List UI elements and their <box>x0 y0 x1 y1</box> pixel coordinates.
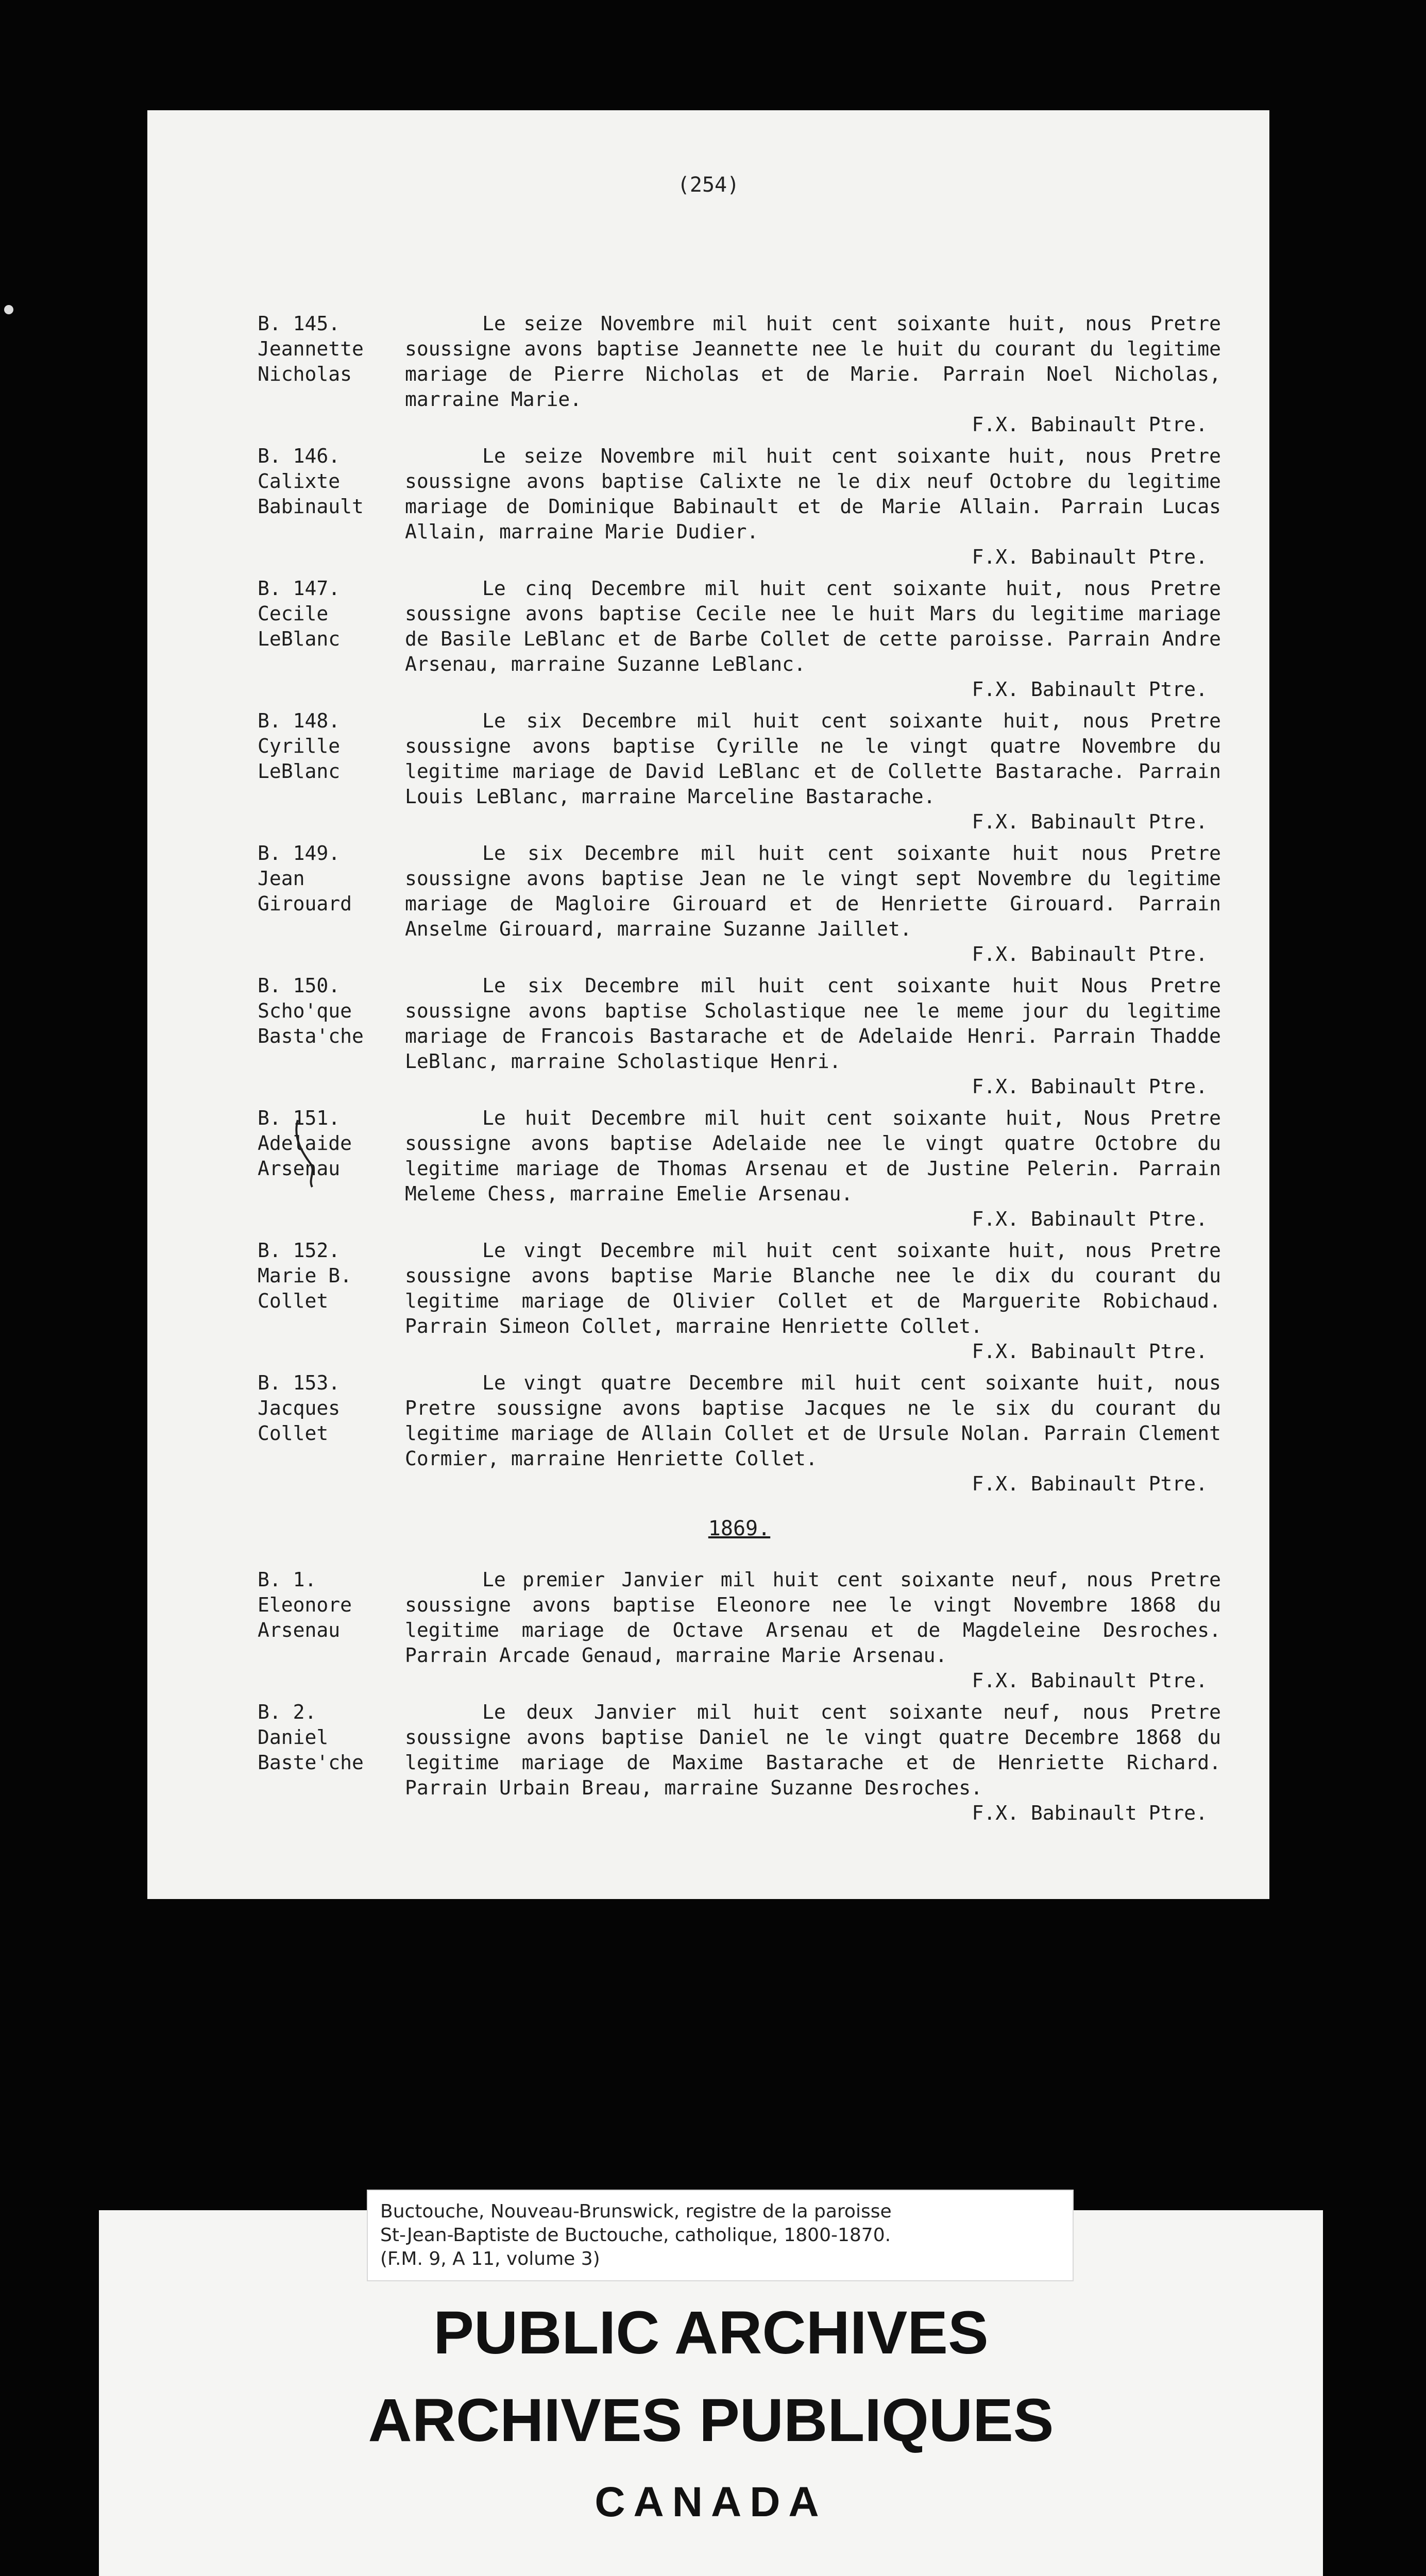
entry-body <box>405 1567 1221 1693</box>
entry-signature: F.X. Babinault Ptre. <box>972 1208 1208 1230</box>
baptism-entry <box>258 1238 1221 1364</box>
entry-body <box>405 1106 1221 1232</box>
entry-signature: F.X. Babinault Ptre. <box>972 943 1208 965</box>
archive-country: CANADA <box>595 2479 827 2526</box>
entry-text: Le vingt quatre Decembre mil huit cent soixante huit, nous Pretre soussigne avons baptise Jacques ne le six du courant du legitime mariage de Allain Collet et de Ursule Nolan. Parrain Clement Cormier, marraine Henriette Collet. <box>405 1371 1221 1470</box>
baptism-entry <box>258 1567 1221 1693</box>
entry-body <box>405 708 1221 835</box>
entry-margin-note: B. 149. Jean Girouard <box>258 842 352 915</box>
film-speck <box>4 305 13 314</box>
entry-signature: F.X. Babinault Ptre. <box>972 1802 1208 1824</box>
entry-margin-note: B. 145. Jeannette Nicholas <box>258 312 364 385</box>
entry-signature: F.X. Babinault Ptre. <box>972 810 1208 833</box>
entry-margin-note: B. 2. Daniel Baste'che <box>258 1701 364 1774</box>
archive-title-en: PUBLIC ARCHIVES <box>433 2299 989 2367</box>
entry-margin-note: B. 146. Calixte Babinault <box>258 445 364 518</box>
baptism-entry <box>258 311 1221 437</box>
entry-body <box>405 1700 1221 1826</box>
entry-text: Le huit Decembre mil huit cent soixante huit, Nous Pretre soussigne avons baptise Adelaide nee le vingt quatre Octobre du legitime mariage de Thomas Arsenau et de Justine Pelerin. Parrain Meleme Chess, marraine Emelie Arsenau. <box>405 1107 1221 1205</box>
year-heading: 1869. <box>708 1517 771 1540</box>
entry-text: Le six Decembre mil huit cent soixante huit nous Pretre soussigne avons baptise Jean ne le vingt sept Novembre du legitime mariage de Magloire Girouard et de Henriette Girouard. Parrain Anselme Girouard, marraine Suzanne Jaillet. <box>405 842 1221 940</box>
entry-text: Le seize Novembre mil huit cent soixante huit, nous Pretre soussigne avons baptise Jeannette nee le huit du courant du legitime mariage de Pierre Nicholas et de Marie. Parrain Noel Nicholas, marraine Marie. <box>405 312 1221 411</box>
entry-body <box>405 973 1221 1099</box>
citation-slip <box>367 2190 1074 2281</box>
entry-body <box>405 1370 1221 1497</box>
baptism-entry <box>258 576 1221 702</box>
baptism-entry <box>258 444 1221 570</box>
entry-signature: F.X. Babinault Ptre. <box>972 1075 1208 1098</box>
entry-text: Le deux Janvier mil huit cent soixante neuf, nous Pretre soussigne avons baptise Daniel ne le vingt quatre Decembre 1868 du legitime mariage de Maxime Bastarache et de Henriette Richard. Parrain Urbain Breau, marraine Suzanne Desroches. <box>405 1701 1221 1799</box>
entry-signature: F.X. Babinault Ptre. <box>972 413 1208 436</box>
entry-body <box>405 1238 1221 1364</box>
entry-text: Le six Decembre mil huit cent soixante huit Nous Pretre soussigne avons baptise Scholastique nee le meme jour du legitime mariage de Francois Bastarache et de Adelaide Henri. Parrain Thadde LeBlanc, marraine Scholastique Henri. <box>405 974 1221 1073</box>
baptism-entry <box>258 708 1221 835</box>
entry-body <box>405 311 1221 437</box>
entry-body <box>405 841 1221 967</box>
entry-text: Le seize Novembre mil huit cent soixante huit, nous Pretre soussigne avons baptise Calixte ne le dix neuf Octobre du legitime mariage de Dominique Babinault et de Marie Allain. Parrain Lucas Allain, marraine Marie Dudier. <box>405 445 1221 543</box>
baptism-entry <box>258 841 1221 967</box>
entry-text: Le six Decembre mil huit cent soixante huit, nous Pretre soussigne avons baptise Cyrille ne le vingt quatre Novembre du legitime mariage de David LeBlanc et de Collette Bastarache. Parrain Louis LeBlanc, marraine Marceline Bastarache. <box>405 709 1221 808</box>
entry-margin-note: B. 153. Jacques Collet <box>258 1371 341 1445</box>
entry-text: Le vingt Decembre mil huit cent soixante huit, nous Pretre soussigne avons baptise Marie Blanche nee le dix du courant du legitime mariage de Olivier Collet et de Marguerite Robichaud. Parrain Simeon Collet, marraine Henriette Collet. <box>405 1239 1221 1337</box>
entry-margin-note: B. 147. Cecile LeBlanc <box>258 577 341 650</box>
citation-line: (F.M. 9, A 11, volume 3) <box>380 2248 600 2269</box>
citation-line: St-Jean-Baptiste de Buctouche, catholique, 1800-1870. <box>380 2225 891 2246</box>
entry-margin-note: B. 148. Cyrille LeBlanc <box>258 709 341 783</box>
register-page <box>147 110 1269 1899</box>
citation-line: Buctouche, Nouveau-Brunswick, registre de la paroisse <box>380 2201 892 2222</box>
entry-margin-note: B. 151. Adelaide Arsenau <box>258 1107 352 1180</box>
baptism-entry <box>258 1106 1221 1232</box>
baptism-entries <box>258 311 1221 1832</box>
entry-margin-note: B. 1. Eleonore Arsenau <box>258 1568 352 1641</box>
baptism-entry <box>258 1700 1221 1826</box>
archive-label-card <box>99 2201 1323 2576</box>
entries-1868 <box>258 311 1221 1497</box>
entry-signature: F.X. Babinault Ptre. <box>972 1472 1208 1495</box>
entry-signature: F.X. Babinault Ptre. <box>972 546 1208 568</box>
entry-text: Le cinq Decembre mil huit cent soixante huit, nous Pretre soussigne avons baptise Cecile nee le huit Mars du legitime mariage de Basile LeBlanc et de Barbe Collet de cette paroisse. Parrain Andre Arsenau, marraine Suzanne LeBlanc. <box>405 577 1221 675</box>
entry-signature: F.X. Babinault Ptre. <box>972 1669 1208 1692</box>
entries-1869 <box>258 1567 1221 1826</box>
entry-margin-note: B. 150. Scho'que Basta'che <box>258 974 364 1047</box>
entry-body <box>405 576 1221 702</box>
entry-text: Le premier Janvier mil huit cent soixante neuf, nous Pretre soussigne avons baptise Eleonore nee le vingt Novembre 1868 du legitime mariage de Octave Arsenau et de Magdeleine Desroches. Parrain Arcade Genaud, marraine Marie Arsenau. <box>405 1568 1221 1667</box>
entry-signature: F.X. Babinault Ptre. <box>972 678 1208 701</box>
baptism-entry <box>258 1370 1221 1497</box>
page-number: (254) <box>677 173 740 197</box>
entry-margin-note: B. 152. Marie B. Collet <box>258 1239 352 1312</box>
entry-body <box>405 444 1221 570</box>
archive-title-fr: ARCHIVES PUBLIQUES <box>368 2386 1054 2454</box>
entry-signature: F.X. Babinault Ptre. <box>972 1340 1208 1363</box>
baptism-entry <box>258 973 1221 1099</box>
